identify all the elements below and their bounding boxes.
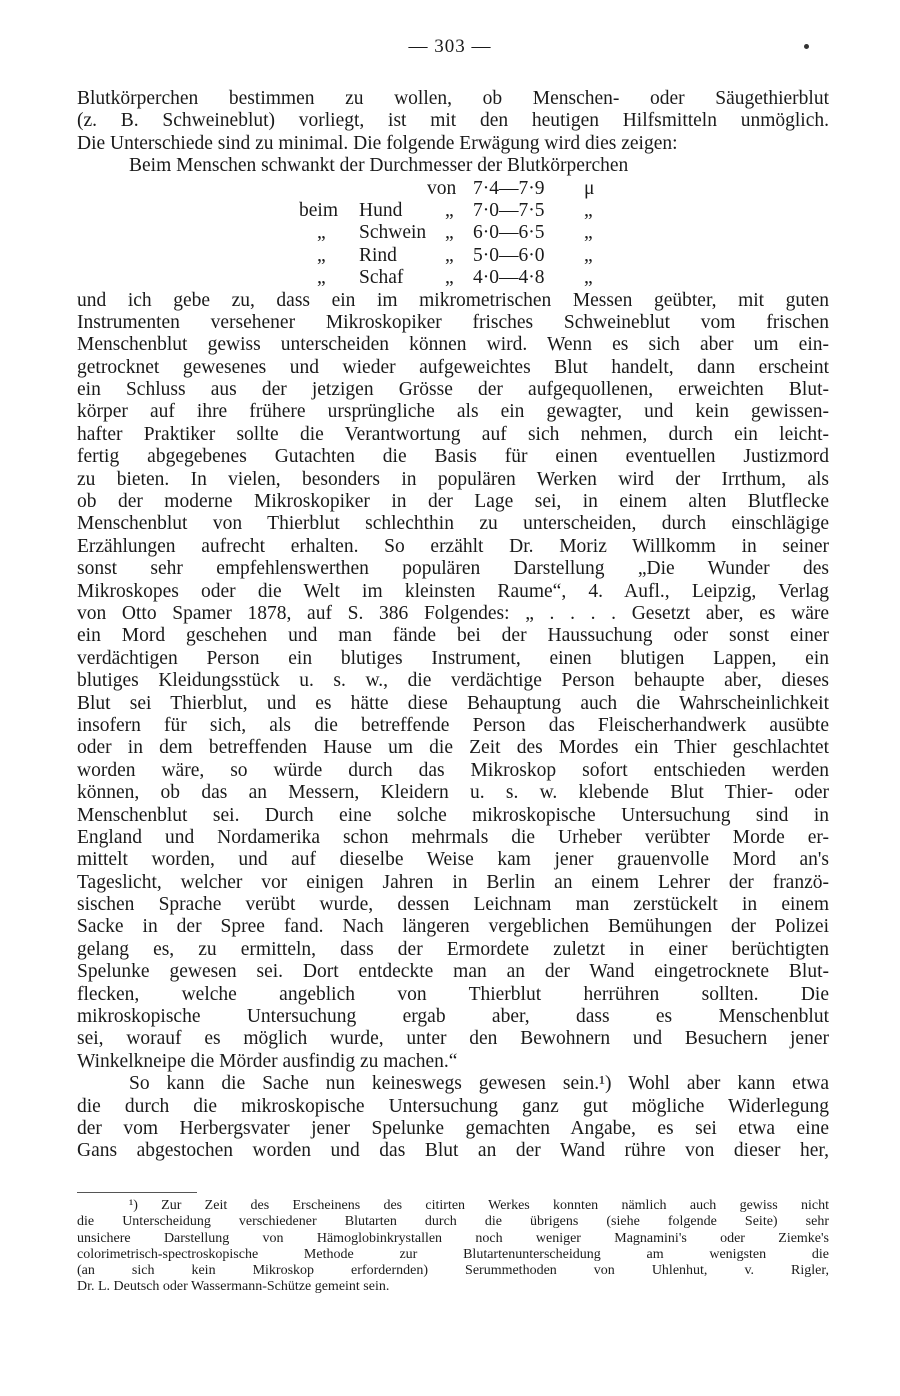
- footnote-rule: [77, 1192, 197, 1193]
- text-line: Spelunke gewesen sei. Dort entdeckte man an der Wand eingetrocknete Blut-: [77, 961, 829, 983]
- text-line: So kann die Sache nun keineswegs gewesen sein.¹) Wohl aber kann etwa: [129, 1073, 829, 1095]
- range-value: 7·4—7·9: [473, 177, 545, 199]
- text-line: worden wäre, so würde durch das Mikroskop sofort entschieden werden: [77, 759, 829, 781]
- unit-ditto: „: [584, 244, 593, 266]
- row-prefix: „: [317, 267, 326, 289]
- text-line: insofern für sich, als die betreffende Person das Fleischerhandwerk ausübte: [77, 714, 829, 736]
- paragraph-main: [77, 290, 829, 1074]
- footnote-block: [77, 1198, 829, 1296]
- text-line: Menschenblut von Thierblut schlechthin zu unterscheiden, durch einschlägige: [77, 513, 829, 535]
- unit-ditto: „: [584, 267, 593, 289]
- text-line: getrocknet gewesenes und wieder aufgeweichtes Blut handelt, dann erscheint: [77, 356, 829, 378]
- measurement-row: [77, 200, 829, 222]
- von-label: von: [427, 177, 457, 199]
- page-number: — 303 —: [408, 36, 492, 57]
- paragraph-conclusion: [77, 1073, 829, 1163]
- page-mark: [804, 44, 809, 49]
- text-line: von Otto Spamer 1878, auf S. 386 Folgendes: „ . . . . Gesetzt aber, es wäre: [77, 602, 829, 624]
- text-line: zu bieten. In vielen, besonders in populären Werken wird der Irrthum, als: [77, 468, 829, 490]
- row-prefix: „: [317, 244, 326, 266]
- text-line: der vom Herbergsvater jener Spelunke gemachten Angabe, es sei etwa eine: [77, 1117, 829, 1139]
- text-line: sei, worauf es möglich wurde, unter den Bewohnern und Besuchern jener: [77, 1028, 829, 1050]
- unit-ditto: „: [584, 222, 593, 244]
- text-line: Winkelkneipe die Mörder ausfindig zu machen.“: [77, 1050, 458, 1072]
- text-line: Instrumenten versehener Mikroskopiker frisches Schweineblut vom frischen: [77, 311, 829, 333]
- text-line: colorimetrisch-spectroskopische Methode zur Blutartenunterscheidung am wenigsten die: [77, 1246, 829, 1262]
- animal-name: Hund: [359, 199, 403, 221]
- text-line: (an sich kein Mikroskop erfordernden) Serummethoden von Uhlenhut, v. Rigler,: [77, 1263, 829, 1279]
- measurement-row: [77, 267, 829, 289]
- text-line: verdächtigen Person ein blutiges Instrument, einen blutigen Lappen, ein: [77, 647, 829, 669]
- unit-ditto: „: [584, 199, 593, 221]
- ditto-mark: „: [445, 244, 454, 266]
- text-line: und ich gebe zu, dass ein im mikrometrischen Messen geübter, mit guten: [77, 289, 829, 311]
- text-line: Menschenblut gewiss unterscheiden können wird. Wenn es sich aber um ein-: [77, 334, 829, 356]
- text-line: können, ob das an Messern, Kleidern u. s. w. klebende Blut Thier- oder: [77, 782, 829, 804]
- range-value: 6·0—6·5: [473, 222, 545, 244]
- text-line: oder in dem betreffenden Hause um die Zeit des Mordes ein Thier geschlachtet: [77, 737, 829, 759]
- text-line: Blut sei Thierblut, und es hätte diese Behauptung auch die Wahrscheinlichkeit: [77, 692, 829, 714]
- text-line: mikroskopische Untersuchung ergab aber, dass es Menschenblut: [77, 1006, 829, 1028]
- text-line: Tageslicht, welcher vor einigen Jahren in Berlin an einem Lehrer der franzö-: [77, 871, 829, 893]
- text-line: ob der moderne Mikroskopiker in der Lage sei, in einem alten Blutflecke: [77, 491, 829, 513]
- range-value: 5·0—6·0: [473, 244, 545, 266]
- text-line: ein Mord geschehen und man fände bei der Haussuchung oder sonst einer: [77, 625, 829, 647]
- range-value: 4·0—4·8: [473, 267, 545, 289]
- text-line: Dr. L. Deutsch oder Wassermann-Schütze gemeint sein.: [77, 1279, 390, 1295]
- table-intro: Beim Menschen schwankt der Durchmesser der Blutkörperchen: [129, 155, 629, 177]
- main-text: [77, 88, 829, 1163]
- text-line: Blutkörperchen bestimmen zu wollen, ob Menschen- oder Säugethierblut: [77, 88, 829, 109]
- animal-name: Schaf: [359, 267, 404, 289]
- animal-name: Rind: [359, 244, 397, 266]
- row-prefix: „: [317, 222, 326, 244]
- text-line: (z. B. Schweineblut) vorliegt, ist mit den heutigen Hilfsmitteln unmöglich.: [77, 110, 829, 132]
- text-line: unsichere Darstellung von Hämoglobinkrystallen noch weniger Magnamini's oder Ziemke's: [77, 1230, 829, 1246]
- ditto-mark: „: [445, 222, 454, 244]
- measurement-row: [77, 222, 829, 244]
- range-value: 7·0—7·5: [473, 199, 545, 221]
- text-line: ¹) Zur Zeit des Erscheinens des citirten Werkes konnten nämlich auch gewiss nicht: [129, 1198, 829, 1213]
- text-line: sischen Sprache verübt wurde, dessen Leichnam man zerstückelt in einem: [77, 894, 829, 916]
- ditto-mark: „: [445, 199, 454, 221]
- row-prefix: beim: [299, 199, 338, 221]
- text-line: fertig abgegebenes Gutachten die Basis für einen eventuellen Justizmord: [77, 446, 829, 468]
- unit-label: μ: [584, 177, 595, 199]
- text-line: blutiges Kleidungsstück u. s. w., die verdächtige Person behaupte aber, dieses: [77, 670, 829, 692]
- measurement-row-human: [77, 178, 829, 200]
- text-line: körper auf ihre frühere ursprüngliche als ein gewagter, und kein gewissen-: [77, 401, 829, 423]
- text-line: Die Unterschiede sind zu minimal. Die folgende Erwägung wird dies zeigen:: [77, 132, 678, 154]
- text-line: gelang es, zu ermitteln, dass der Ermordete zuletzt in einer berüchtigten: [77, 938, 829, 960]
- text-line: Gans abgestochen worden und das Blut an der Wand rühre von dieser her,: [77, 1140, 829, 1162]
- text-line: England und Nordamerika schon mehrmals die Urheber verübter Morde er-: [77, 826, 829, 848]
- measurement-row: [77, 245, 829, 267]
- text-line: flecken, welche angeblich von Thierblut herrühren sollten. Die: [77, 983, 829, 1005]
- text-line: sonst sehr empfehlenswerthen populären Darstellung „Die Wunder des: [77, 558, 829, 580]
- text-line: ein Schluss aus der jetzigen Grösse der aufgequollenen, erweichten Blut-: [77, 379, 829, 401]
- text-line: die durch die mikroskopische Untersuchung ganz gut mögliche Widerlegung: [77, 1095, 829, 1117]
- text-line: die Unterscheidung verschiedener Blutarten durch die übrigens (siehe folgende Seite) sehr: [77, 1214, 829, 1230]
- text-line: Mikroskopes oder die Welt im kleinsten Raume“, 4. Aufl., Leipzig, Verlag: [77, 580, 829, 602]
- animal-name: Schwein: [359, 222, 427, 244]
- text-line: hafter Praktiker sollte die Verantwortung auf sich nehmen, durch ein leicht-: [77, 423, 829, 445]
- text-line: Erzählungen aufrecht erhalten. So erzählt Dr. Moriz Willkomm in seiner: [77, 535, 829, 557]
- text-line: Sacke in der Spree fand. Nach längeren vergeblichen Bemühungen der Polizei: [77, 916, 829, 938]
- text-line: mittelt worden, und auf dieselbe Weise kam jener grauenvolle Mord an's: [77, 849, 829, 871]
- ditto-mark: „: [445, 267, 454, 289]
- text-line: Menschenblut sei. Durch eine solche mikroskopische Untersuchung sind in: [77, 804, 829, 826]
